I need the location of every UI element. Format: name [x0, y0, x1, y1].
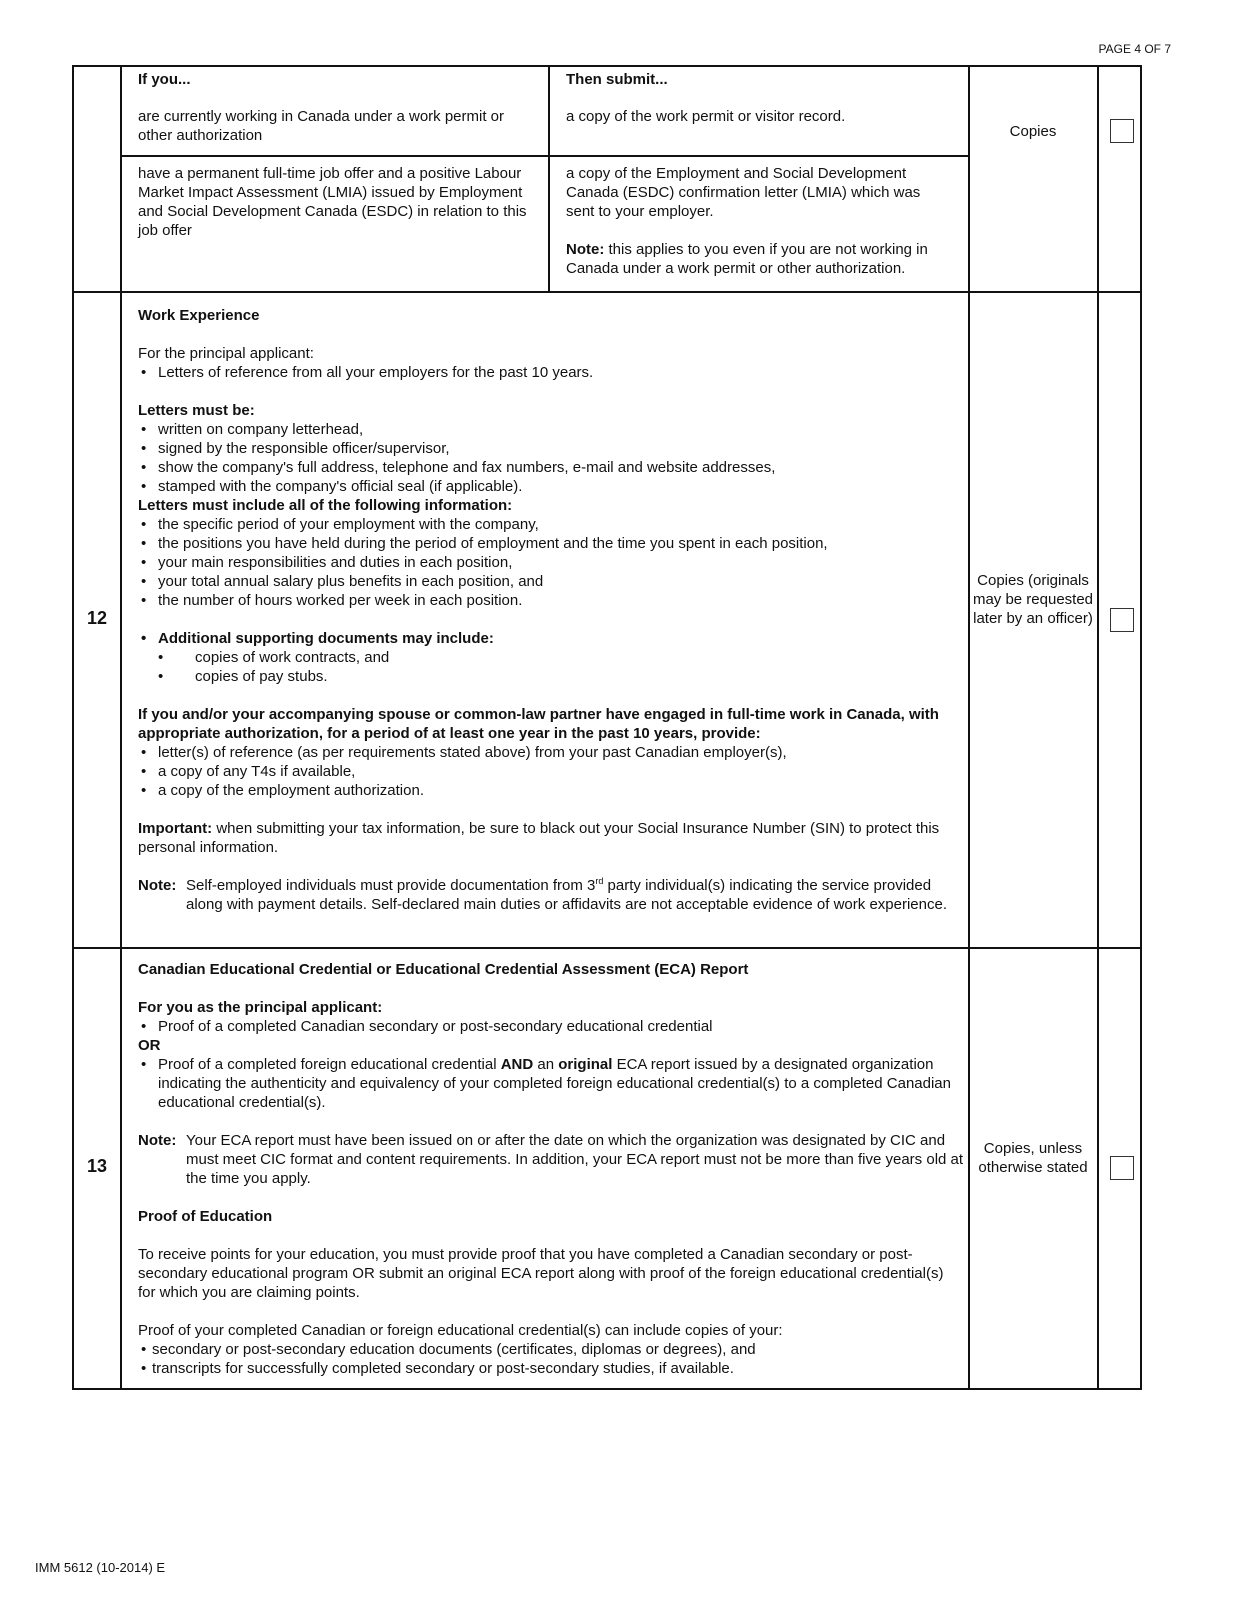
case1-condition: are currently working in Canada under a work permit or other authorization — [138, 108, 504, 144]
education-section: Canadian Educational Credential or Educational Credential Assessment (ECA) Report For you as the principal applicant: • Proof of a completed Canadian secondary or post-secondary educational credential OR • Proof of a completed foreign educational credential AND an original ECA report issued by a designated organization indicating the authenticity and equivalency of your completed foreign educational credential(s) to a completed Canadian educational credential(s). Note: Your ECA report must have been issued on or after the date on which the organization was designated by CIC and must meet CIC format and content requirements. In addition, your ECA report must not be more than five years old at the time you apply. Proof of Education To receive points for your education, you must provide proof that you have completed a Canadian secondary or post-secondary educational program OR submit an original ECA report along with proof of the foreign educational credential(s) for which you are claiming points. Proof of your completed Canadian or foreign educational credential(s) can include copies of your: • secondary or post-secondary education documents (certificates, diplomas or degrees), and • transcripts for successfully completed secondary or post-secondary studies, if available. — [138, 960, 964, 1378]
list-item: • the positions you have held during the period of employment and the time you spent in each position, — [138, 534, 964, 553]
document-checklist-table — [72, 65, 1142, 1390]
list-item: • written on company letterhead, — [138, 420, 964, 439]
row11-checkbox[interactable] — [1110, 119, 1134, 143]
list-item: • copies of work contracts, and — [138, 648, 964, 667]
list-item: • show the company's full address, telephone and fax numbers, e-mail and website addresses, — [138, 458, 964, 477]
case1-submission: a copy of the work permit or visitor record. — [566, 108, 846, 125]
row12-number: 12 — [86, 608, 108, 628]
work-experience-section: Work Experience For the principal applicant: • Letters of reference from all your employers for the past 10 years. Letters must be: • written on company letterhead, • signed by the responsible officer/supervisor, • show the company's full address, telephone and fax numbers, e-mail and website addresses, • stamped with the company's official seal (if applicable). Letters must include all of the following information: • the specific period of your employment with the company, • the positions you have held during the period of employment and the time you spent in each position, • your main responsibilities and duties in each position, • your total annual salary plus benefits in each position, and • the number of hours worked per week in each position. • Additional supporting documents may include: • copies of work contracts, and • copies of pay stubs. If you and/or your accompanying spouse or common-law partner have engaged in full-time work in Canada, with appropriate authorization, for a period of at least one year in the past 10 years, provide: • letter(s) of reference (as per requirements stated above) from your past Canadian employer(s), • a copy of any T4s if available, • a copy of the employment authorization. Important: when submitting your tax information, be sure to black out your Social Insurance Number (SIN) to protect this personal information. Note: Self-employed individuals must provide documentation from 3rd party individual(s) indicating the service provided along with payment details. Self-declared main duties or affidavits are not acceptable evidence of work experience. — [138, 306, 964, 914]
list-item: • your main responsibilities and duties in each position, — [138, 553, 964, 572]
list-item: • Proof of a completed foreign educational credential AND an original ECA report issued by a designated organization indicating the authenticity and equivalency of your completed foreign educational credential(s) to a completed Canadian educational credential(s). — [138, 1055, 964, 1112]
list-item: • transcripts for successfully completed secondary or post-secondary studies, if available. — [138, 1359, 964, 1378]
list-item: • a copy of the employment authorization. — [138, 781, 964, 800]
page-number: PAGE 4 OF 7 — [1098, 42, 1171, 56]
additional-docs-heading: • Additional supporting documents may include: — [138, 629, 964, 648]
row13-number: 13 — [86, 1156, 108, 1176]
if-you-header: If you... — [138, 71, 191, 88]
row11-status: Copies — [1009, 123, 1057, 140]
row12-checkbox[interactable] — [1110, 608, 1134, 632]
case2-condition: have a permanent full-time job offer and a positive Labour Market Impact Assessment (LMIA) issued by Employment and Social Development Canada (ESDC) in relation to this job offer — [138, 165, 527, 239]
row12-status: Copies (originals may be requested later by an officer) — [972, 572, 1094, 627]
list-item: • secondary or post-secondary education documents (certificates, diplomas or degrees), and — [138, 1340, 964, 1359]
list-item: • letter(s) of reference (as per requirements stated above) from your past Canadian employer(s), — [138, 743, 964, 762]
education-title: Canadian Educational Credential or Educational Credential Assessment (ECA) Report — [138, 961, 749, 978]
list-item: • the specific period of your employment with the company, — [138, 515, 964, 534]
row13-checkbox[interactable] — [1110, 1156, 1134, 1180]
list-item: • a copy of any T4s if available, — [138, 762, 964, 781]
proof-of-education-heading: Proof of Education — [138, 1208, 273, 1225]
list-item: • stamped with the company's official seal (if applicable). — [138, 477, 964, 496]
list-item: • Letters of reference from all your employers for the past 10 years. — [138, 363, 964, 382]
list-item: • copies of pay stubs. — [138, 667, 964, 686]
list-item: • Proof of a completed Canadian secondary or post-secondary educational credential — [138, 1017, 964, 1036]
case2-submission: a copy of the Employment and Social Development Canada (ESDC) confirmation letter (LMIA) which was sent to your employer. Note: this applies to you even if you are not working in Canada under a work permit or other authorization. — [566, 165, 928, 277]
list-item: • your total annual salary plus benefits in each position, and — [138, 572, 964, 591]
form-id-footer: IMM 5612 (10-2014) E — [35, 1560, 166, 1575]
list-item: • the number of hours worked per week in each position. — [138, 591, 964, 610]
then-submit-header: Then submit... — [566, 71, 668, 88]
row13-status: Copies, unless otherwise stated — [978, 1140, 1088, 1176]
work-experience-title: Work Experience — [138, 307, 260, 324]
list-item: • signed by the responsible officer/supervisor, — [138, 439, 964, 458]
